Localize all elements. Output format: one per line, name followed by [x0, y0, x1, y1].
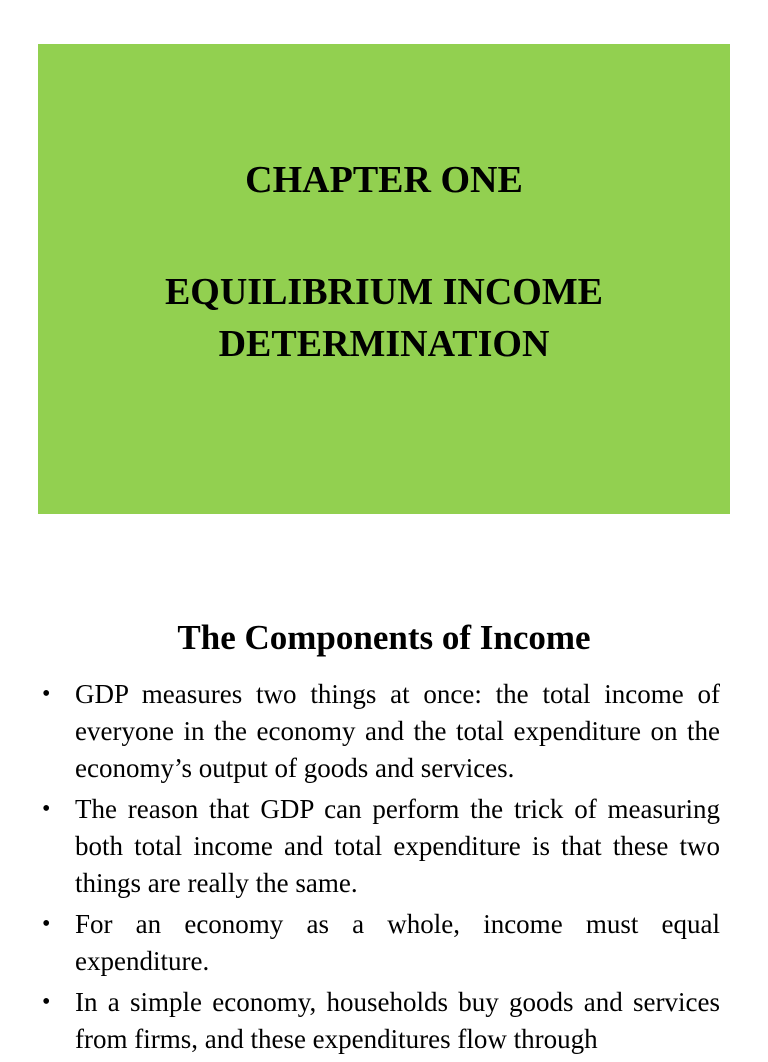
list-item	[0, 906, 768, 980]
list-item	[0, 984, 768, 1058]
bullet-text: In a simple economy, households buy goods and services from firms, and these expenditures flow through	[75, 987, 720, 1054]
chapter-title-line-1: EQUILIBRIUM INCOME	[164, 271, 604, 313]
bullet-icon: •	[42, 681, 51, 707]
chapter-title-line-2: DETERMINATION	[218, 323, 550, 365]
chapter-label: CHAPTER ONE	[245, 159, 523, 201]
bullet-list	[0, 676, 768, 1062]
section-title: The Components of Income	[177, 618, 591, 657]
list-item	[0, 676, 768, 787]
bullet-text: GDP measures two things at once: the total income of everyone in the economy and the total expenditure on the economy’s output of goods and services.	[75, 679, 720, 783]
bullet-icon: •	[42, 989, 51, 1015]
title-slide	[38, 44, 730, 514]
bullet-text: For an economy as a whole, income must equal expenditure.	[75, 909, 720, 976]
content-slide	[0, 600, 768, 1054]
bullet-icon: •	[42, 796, 51, 822]
bullet-icon: •	[42, 911, 51, 937]
list-item	[0, 791, 768, 902]
chapter-title	[38, 266, 730, 370]
bullet-text: The reason that GDP can perform the trick of measuring both total income and total expenditure is that these two things are really the same.	[75, 794, 720, 898]
